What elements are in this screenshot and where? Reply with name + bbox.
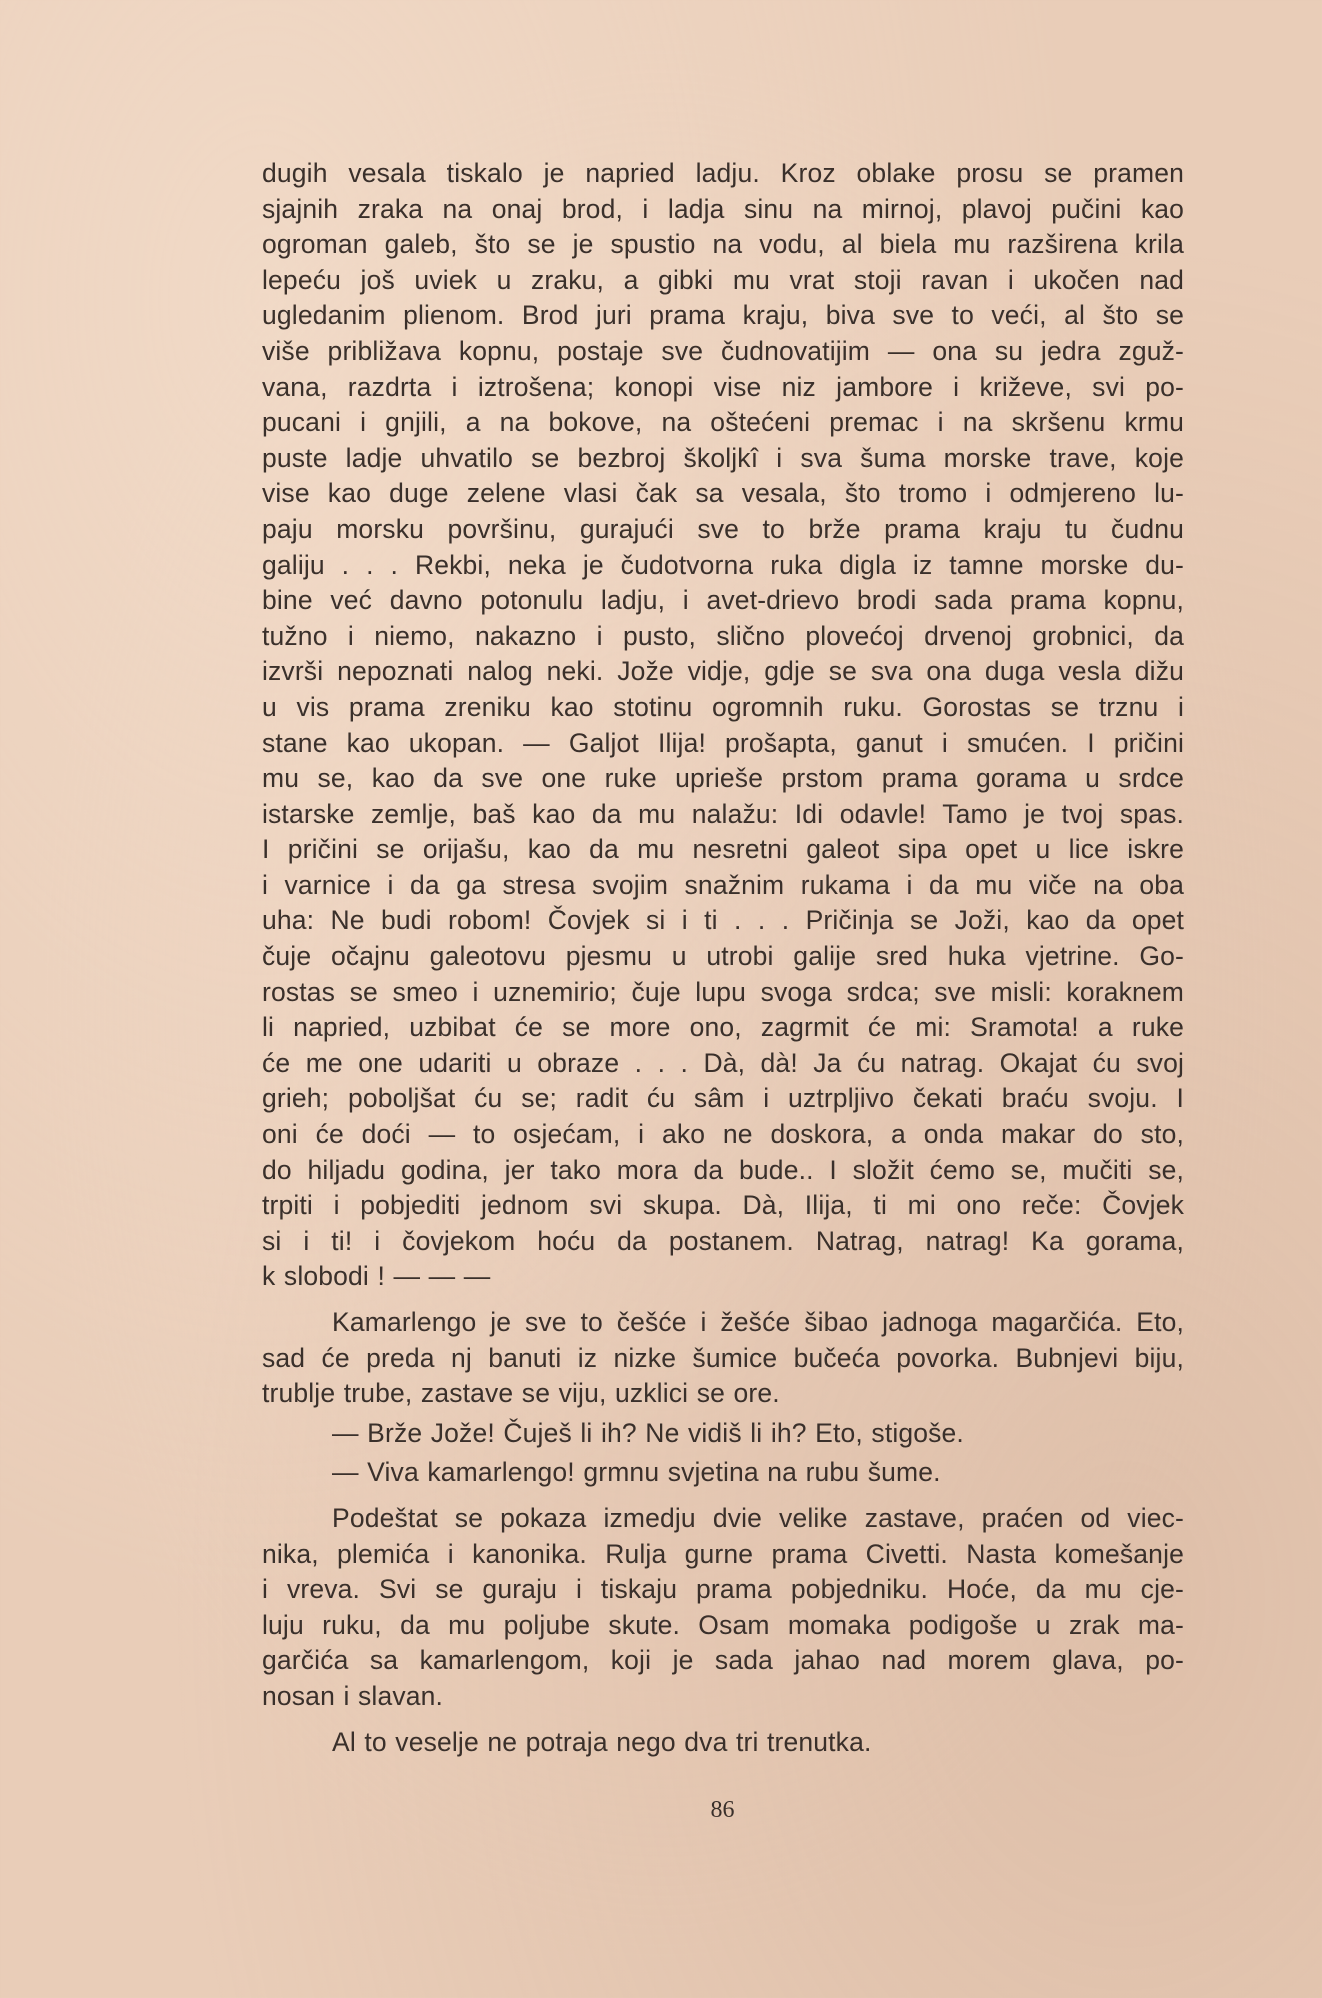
text-line: garčića sa kamarlengom, koji je sada jahao nad morem glava, po- <box>262 1645 1184 1676</box>
text-line: galiju . . . Rekbi, neka je čudotvorna ruka digla iz tamne morske du- <box>262 549 1184 580</box>
text-line: bine već davno potonulu ladju, i avet-drievo brodi sada prama kopnu, <box>262 585 1184 616</box>
text-line: k slobodi ! — — — <box>262 1261 491 1292</box>
text-line: paju morsku površinu, gurajući sve to brže prama kraju tu čudnu <box>262 513 1184 544</box>
text-line: — Viva kamarlengo! grmnu svjetina na rubu šume. <box>332 1457 941 1488</box>
text-line: sad će preda nj banuti iz nizke šumice bučeća povorka. Bubnjevi biju, <box>262 1342 1184 1373</box>
paragraph <box>262 1305 1184 1412</box>
text-line: li napried, uzbibat će se more ono, zagrmit će mi: Sramota! a ruke <box>262 1012 1184 1043</box>
text-line: do hiljadu godina, jer tako mora da bude.. I složit ćemo se, mučiti se, <box>262 1154 1184 1185</box>
text-line: luju ruku, da mu poljube skute. Osam momaka podigoše u zrak ma- <box>262 1609 1184 1640</box>
text-line: tužno i niemo, nakazno i pusto, slično plovećoj drvenoj grobnici, da <box>262 620 1184 651</box>
text-line: ugledanim plienom. Brod juri prama kraju, biva sve to veći, al što se <box>262 300 1184 331</box>
page-number: 86 <box>710 1797 735 1823</box>
body-text <box>262 156 1184 1760</box>
text-line: dugih vesala tiskalo je napried ladju. Kroz oblake prosu se pramen <box>262 158 1184 188</box>
text-line: uha: Ne budi robom! Čovjek si i ti . . . Pričinja se Joži, kao da opet <box>262 905 1184 936</box>
text-line: vise kao duge zelene vlasi čak sa vesala, što tromo i odmjereno lu- <box>262 478 1184 509</box>
text-line: Podeštat se pokaza izmedju dvie velike zastave, praćen od viec- <box>332 1502 1184 1533</box>
text-line: stane kao ukopan. — Galjot Ilija! prošapta, ganut i smućen. I pričini <box>262 727 1184 758</box>
text-line: Kamarlengo je sve to češće i žešće šibao jadnoga magarčića. Eto, <box>332 1307 1184 1337</box>
text-line: pucani i gnjili, a na bokove, na oštećeni premac i na skršenu krmu <box>262 407 1184 438</box>
text-line: sjajnih zraka na onaj brod, i ladja sinu na mirnoj, plavoj pučini kao <box>262 193 1184 224</box>
text-line: vana, razdrta i iztrošena; konopi vise niz jambore i križeve, svi po- <box>262 371 1184 402</box>
text-line: Al to veselje ne potraja nego dva tri trenutka. <box>332 1726 872 1757</box>
text-line: nosan i slavan. <box>262 1680 444 1711</box>
text-line: oni će doći — to osjećam, i ako ne doskora, a onda makar do sto, <box>262 1119 1184 1150</box>
text-line: nika, plemića i kanonika. Rulja gurne prama Civetti. Nasta komešanje <box>262 1538 1184 1569</box>
text-line: trublje trube, zastave se viju, uzklici se ore. <box>262 1378 780 1409</box>
text-line: si i ti! i čovjekom hoću da postanem. Natrag, natrag! Ka gorama, <box>262 1225 1184 1256</box>
text-line: I pričini se orijašu, kao da mu nesretni galeot sipa opet u lice iskre <box>262 834 1184 865</box>
text-line: lepeću još uviek u zraku, a gibki mu vrat stoji ravan i ukočen nad <box>262 264 1184 295</box>
text-line: u vis prama zreniku kao stotinu ogromnih ruku. Gorostas se trznu i <box>262 691 1184 722</box>
text-line: čuje očajnu galeotovu pjesmu u utrobi galije sred huka vjetrine. Go- <box>262 941 1184 972</box>
paragraph <box>262 1725 1184 1761</box>
text-line: puste ladje uhvatilo se bezbroj školjkî i sva šuma morske trave, koje <box>262 442 1184 473</box>
text-line: rostas se smeo i uznemirio; čuje lupu svoga srdca; sve misli: koraknem <box>262 976 1184 1007</box>
text-line: — Brže Jože! Čuješ li ih? Ne vidiš li ih? Eto, stigoše. <box>332 1417 964 1448</box>
text-line: i vreva. Svi se guraju i tiskaju prama pobjedniku. Hoće, da mu cje- <box>262 1574 1184 1605</box>
paragraph <box>262 1416 1184 1452</box>
text-line: istarske zemlje, baš kao da mu nalažu: Idi odavle! Tamo je tvoj spas. <box>262 798 1184 829</box>
paragraph <box>262 156 1184 1295</box>
text-line: i varnice i da ga stresa svojim snažnim rukama i da mu viče na oba <box>262 869 1184 900</box>
text-line: trpiti i pobjediti jednom svi skupa. Dà, Ilija, ti mi ono reče: Čovjek <box>262 1190 1184 1221</box>
text-line: ogroman galeb, što se je spustio na vodu, al biela mu razširena krila <box>262 229 1184 260</box>
paragraph <box>262 1501 1184 1715</box>
text-line: grieh; poboljšat ću se; radit ću sâm i uztrpljivo čekati braću svoju. I <box>262 1083 1184 1114</box>
text-line: će me one udariti u obraze . . . Dà, dà! Ja ću natrag. Okajat ću svoj <box>262 1047 1184 1078</box>
text-line: više približava kopnu, postaje sve čudnovatijim — ona su jedra zguž- <box>262 335 1184 366</box>
text-line: izvrši nepoznati nalog neki. Jože vidje, gdje se sva ona duga vesla dižu <box>262 656 1184 687</box>
text-line: mu se, kao da sve one ruke uprieše prstom prama gorama u srdce <box>262 763 1184 794</box>
paragraph <box>262 1455 1184 1491</box>
